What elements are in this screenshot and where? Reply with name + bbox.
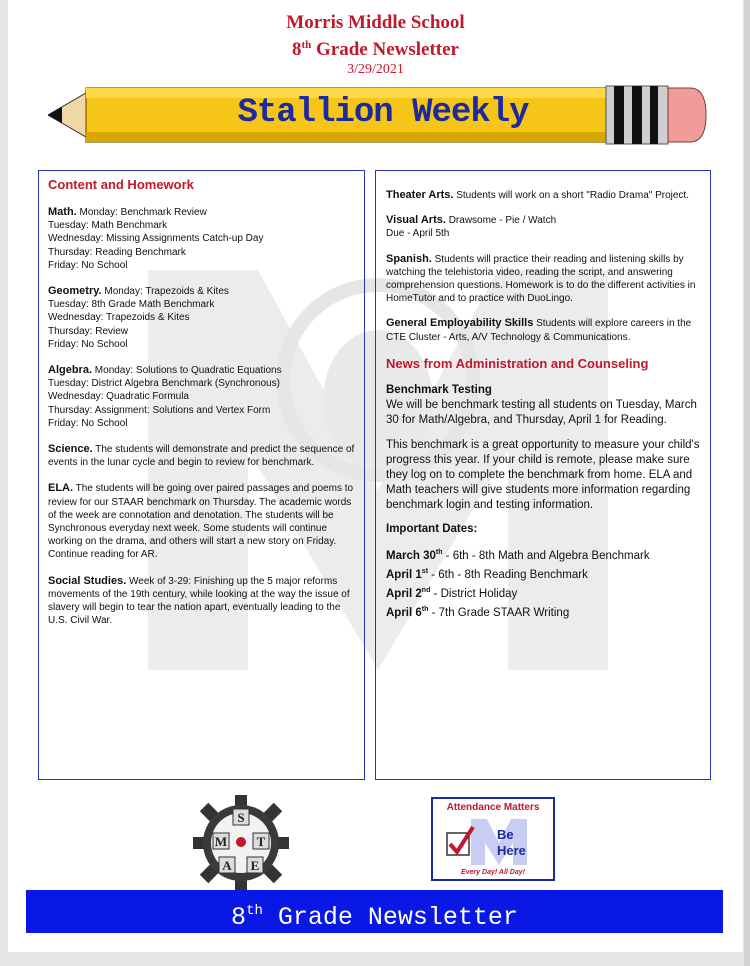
stem-letter-e: E (250, 858, 260, 873)
attendance-be-here: Be Here (497, 827, 526, 858)
stem-letter-s: S (237, 810, 245, 825)
news-heading: News from Administration and Counseling (386, 355, 649, 371)
list-item: April 1st - 6th - 8th Reading Benchmark (386, 567, 588, 581)
theater-arts-block: Theater Arts. Students will work on a short "Radio Drama" Project. (386, 189, 689, 201)
visual-arts-block: Visual Arts. Drawsome - Pie / Watch Due - April 5th (386, 214, 557, 240)
attendance-slogan: Every Day! All Day! (461, 869, 525, 876)
attendance-graphic (441, 817, 551, 867)
list-item: April 2nd - District Holiday (386, 586, 518, 600)
benchmark-title: Benchmark Testing (386, 383, 492, 396)
stem-letter-m: M (214, 834, 228, 849)
newsletter-grade-title: 8th Grade Newsletter (292, 39, 459, 60)
arts-news-column (375, 170, 711, 780)
employability-block: General Employability Skills Students will explore careers in the CTE Cluster - Arts, A/V Technology & Communications. (386, 317, 692, 343)
ela-block: ELA. The students will be going over paired passages and poems to review for our STAAR benchmark on Thursday. The academic words of the week are connotation and denotation. The students will be Synchronous everyday next week. Some students will continue working on the drama, and others will start a new story on Friday. Continue reading for AR. (48, 482, 354, 561)
benchmark-testing-block: Benchmark Testing We will be benchmark testing all students on Tuesday, March 30 for Math/Algebra, and Thursday, April 1 for Reading. This benchmark is a great opportunity to measure your child's progress this year. If your child is remote, please make sure they log on to complete the benchmark from home. ELA and Math teachers will give students more information regarding benchmark login and testing information. (386, 383, 700, 511)
geometry-block: Geometry. Monday: Trapezoids & Kites Tuesday: 8th Grade Math Benchmark Wednesday: Trapezoids & Kites Thursday: Review Friday: No School (48, 285, 229, 350)
list-item: April 6th - 7th Grade STAAR Writing (386, 605, 570, 619)
banner-title: Stallion Weekly (237, 94, 529, 132)
scrollbar[interactable] (744, 0, 750, 966)
social-studies-block: Social Studies. Week of 3-29: Finishing up the 5 major reforms movements of the 19th century, while looking at the way the issue of slavery will begin to tear the nation apart, eventually leading to the U.S. Civil War. (48, 574, 350, 627)
school-name: Morris Middle School (286, 12, 465, 33)
content-homework-column (38, 170, 365, 780)
important-dates-heading: Important Dates: (386, 522, 478, 535)
stem-gear-logo (193, 795, 289, 891)
attendance-matters-logo (431, 797, 555, 881)
masthead (8, 12, 743, 79)
content-homework-heading: Content and Homework (48, 177, 194, 192)
newsletter-date: 3/29/2021 (347, 62, 404, 77)
science-block: Science. The students will demonstrate and predict the sequence of events in the lunar cycle and begin to review for benchmark. (48, 443, 355, 469)
attendance-title: Attendance Matters (446, 802, 540, 813)
stem-letter-t: T (256, 834, 266, 849)
math-block: Math. Monday: Benchmark Review Tuesday: Math Benchmark Wednesday: Missing Assignments Catch-up Day Thursday: Reading Benchmark Friday: No School (48, 206, 264, 271)
newsletter-page (8, 0, 743, 952)
list-item: March 30th - 6th - 8th Math and Algebra Benchmark (386, 548, 650, 562)
footer-banner: 8th Grade Newsletter (26, 890, 723, 933)
stem-letter-a: A (222, 858, 232, 873)
important-dates-list (386, 545, 700, 621)
spanish-block: Spanish. Students will practice their reading and listening skills by watching the telehistoria video, reading the script, and answering comprehension questions. Homework is to do the different activities in HomeTutor and to practice with DuoLingo. (386, 252, 696, 305)
algebra-block: Algebra. Monday: Solutions to Quadratic Equations Tuesday: District Algebra Benchmark (Synchronous) Wednesday: Quadratic Formula Thursday: Assignment: Solutions and Vertex Form Friday: No School (48, 364, 282, 429)
